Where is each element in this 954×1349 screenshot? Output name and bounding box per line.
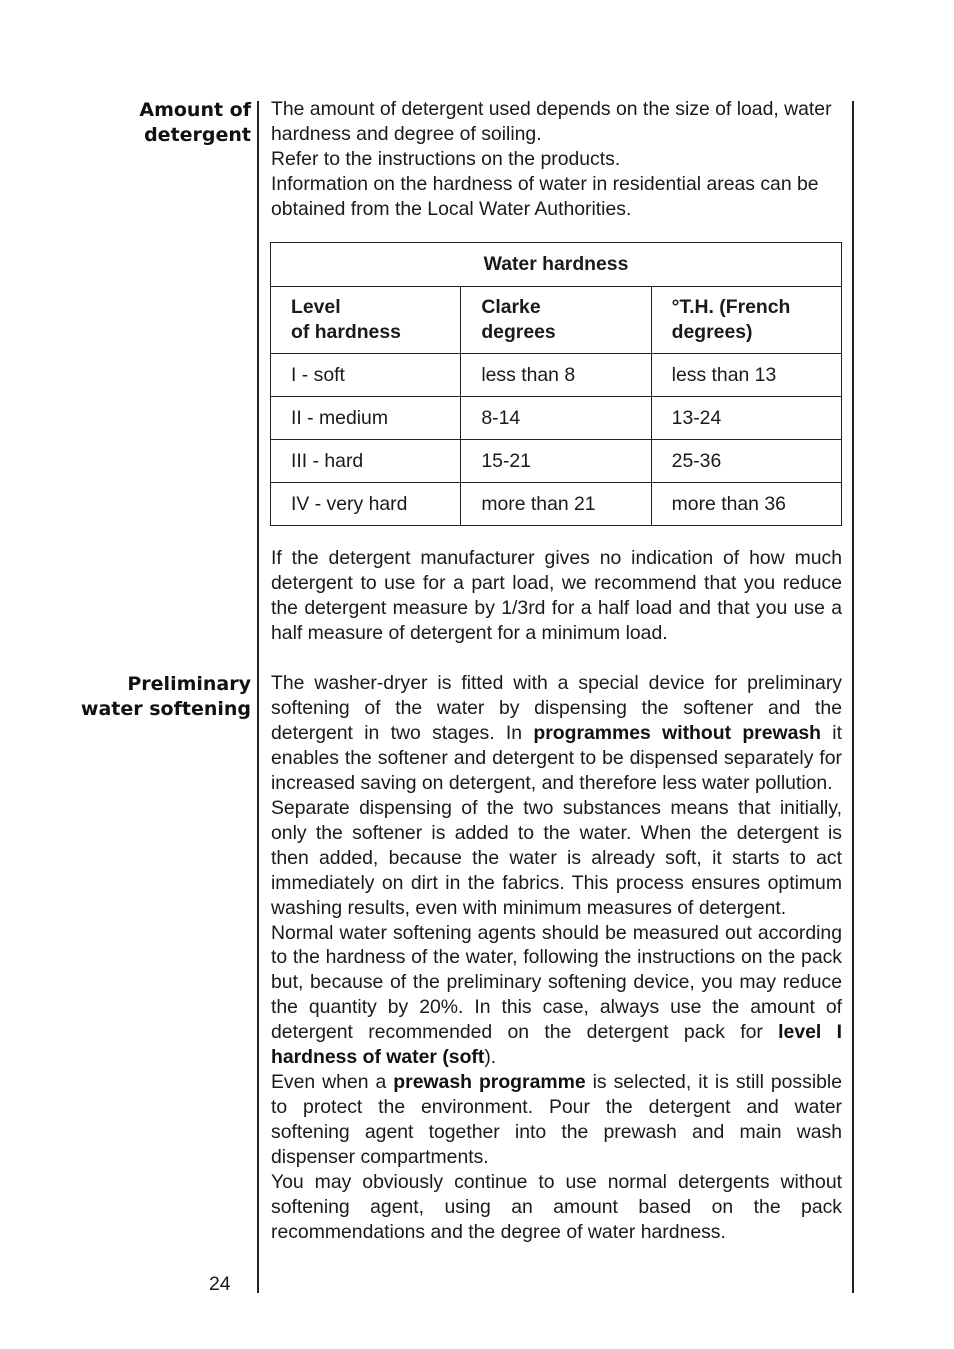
p1-bold-programmes-without-prewash: programmes without prewash [533, 721, 821, 744]
softening-paragraph-2: Separate dispensing of the two substances means that initially, only the softener is added to the water. When the detergent is then added, because the water is already soft, it starts to act immediately on dirt in the fabrics. This process ensures optimum washing results, even with minimum measures of detergent. [271, 796, 842, 919]
p3-text-c: ). [484, 1046, 497, 1069]
part-load-paragraph [271, 546, 842, 646]
part-load-text: If the detergent manufacturer gives no indication of how much detergent to use for a part load, we recommend that you reduce the detergent measure by 1/3rd for a half load and that you use a half measure of detergent for a minimum load. [271, 547, 842, 644]
softening-paragraph-1 [271, 671, 842, 796]
cell-level: IV - very hard [271, 483, 461, 526]
p1-text-c: it enables the softener and detergent to be dispensed separately for increased saving on detergent, and therefore less water pollution. [271, 721, 842, 794]
cell-clarke: more than 21 [461, 483, 651, 526]
header-level [271, 287, 461, 354]
cell-clarke: less than 8 [461, 354, 651, 397]
intro-paragraph-2: Refer to the instructions on the products. [271, 147, 621, 170]
cell-clarke: 8-14 [461, 397, 651, 440]
cell-french: 25-36 [651, 440, 841, 483]
softening-paragraph-5: You may obviously continue to use normal detergents without softening agent, using an amount based on the pack recommendations and the degree of water hardness. [271, 1171, 842, 1243]
amount-intro [271, 97, 842, 222]
table-row [271, 483, 842, 526]
p3-text-a: Normal water softening agents should be measured out according to the hardness of the water, following the instructions on the pack but, because of the preliminary softening device, you may reduce the quantity by 20%. In this case, always use the amount of detergent recommended on the detergent pack for [271, 921, 842, 1044]
header-level-line2: of hardness [291, 321, 401, 343]
table-caption: Water hardness [271, 243, 842, 287]
softening-paragraph-4 [271, 1070, 842, 1170]
amount-of-detergent-heading: Amount of detergent [139, 99, 251, 146]
table-row [271, 354, 842, 397]
table-row [271, 440, 842, 483]
table-header-row [271, 287, 842, 354]
table-row [271, 397, 842, 440]
left-column-rule [257, 101, 259, 1293]
right-column-rule [852, 101, 854, 1293]
header-french-line2: degrees) [671, 321, 753, 343]
softening-body [271, 671, 842, 1245]
water-hardness-table [270, 242, 842, 526]
p1-text-a: The washer-dryer is fitted with a special device for preliminary softening of the water by dispensing the softener and the detergent in two stages. In [271, 672, 842, 744]
p4-text-a: Even when a [271, 1071, 394, 1094]
header-clarke-line1: Clarke [481, 296, 541, 318]
p4-text-c: is selected, it is still possible to protect the environment. Pour the detergent and water softening agent together into the prewash and main wash dispenser compartments. [271, 1071, 842, 1169]
cell-french: less than 13 [651, 354, 841, 397]
softening-paragraph-3 [271, 921, 842, 1071]
cell-french: more than 36 [651, 483, 841, 526]
header-clarke-line2: degrees [481, 321, 556, 343]
intro-paragraph-1: The amount of detergent used depends on the size of load, water hardness and degree of soiling. [271, 98, 832, 145]
preliminary-softening-heading: Preliminary water softening [80, 673, 251, 720]
header-french-line1: °T.H. (French [671, 296, 791, 318]
header-clarke [461, 287, 651, 354]
intro-paragraph-3: Information on the hardness of water in residential areas can be obtained from the Local Water Authorities. [271, 172, 819, 220]
p3-bold-level-hardness: level I hardness of water (soft [271, 1021, 842, 1069]
cell-level: III - hard [271, 440, 461, 483]
cell-french: 13-24 [651, 397, 841, 440]
header-french [651, 287, 841, 354]
cell-level: II - medium [271, 397, 461, 440]
cell-level: I - soft [271, 354, 461, 397]
header-level-line1: Level [291, 296, 341, 318]
p4-bold-prewash-programme: prewash programme [393, 1071, 586, 1094]
cell-clarke: 15-21 [461, 440, 651, 483]
page-number: 24 [209, 1273, 231, 1295]
